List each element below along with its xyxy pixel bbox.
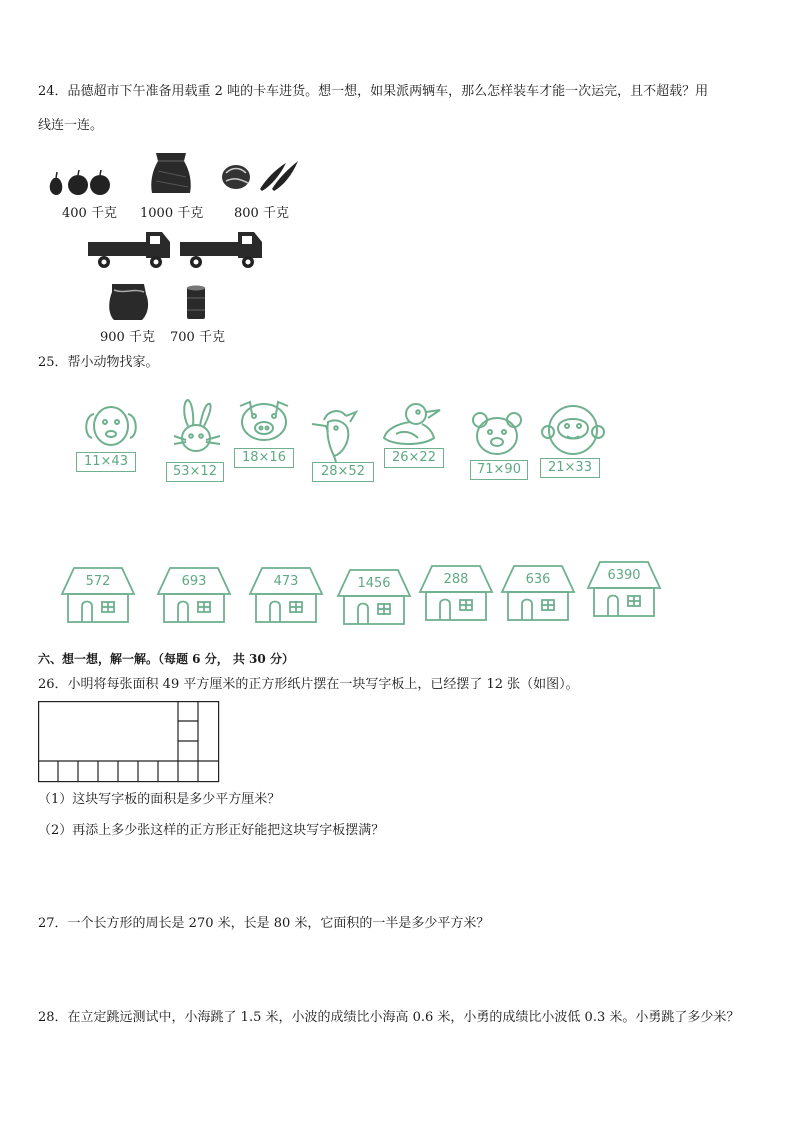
q27-text: 27．一个长方形的周长是 270 米，长是 80 米，它面积的一半是多少平方米？ (38, 916, 490, 931)
q24-text-line2: 线连一连。 (38, 118, 104, 133)
q28-text: 28．在立定跳远测试中，小海跳了 1.5 米，小波的成绩比小海高 0.6 米，小勇的成绩比小波低 0.3 米。小勇跳了多少米？ (38, 1010, 740, 1025)
q24-text-line1: 24．品德超市下午准备用载重 2 吨的卡车进货。想一想，如果派两辆车，那么怎样装车才能一次运完，且不超载？用 (38, 84, 709, 99)
house-number: 473 (273, 574, 299, 589)
monkey-icon (540, 402, 606, 458)
goods-label: 1000 千克 (140, 206, 204, 221)
animal-expr-card: 71×90 (470, 460, 528, 480)
house-number: 6390 (607, 568, 641, 583)
bag-icon (106, 280, 150, 322)
barrel-icon (184, 284, 208, 322)
animal-expr-card: 53×12 (166, 462, 224, 482)
rabbit-icon (166, 396, 228, 460)
q26-text: 26．小明将每张面积 49 平方厘米的正方形纸片摆在一块写字板上，已经摆了 12 张（如图）。 (38, 677, 579, 692)
house-number: 693 (181, 574, 207, 589)
goods-label: 400 千克 (62, 206, 117, 221)
house-number: 1456 (357, 576, 391, 591)
writing-board-diagram (38, 701, 221, 783)
pig-icon (234, 398, 294, 444)
sack-icon (148, 147, 194, 195)
goods-label: 900 千克 (100, 330, 155, 345)
animal-expr-card: 28×52 (312, 462, 374, 482)
q26-sub2: （2）再添上多少张这样的正方形正好能把这块写字板摆满？ (38, 823, 385, 838)
truck-icon (178, 226, 266, 270)
q26-sub1: （1）这块写字板的面积是多少平方厘米？ (38, 792, 281, 807)
animal-expr-card: 21×33 (540, 458, 600, 478)
duck-icon (382, 400, 446, 448)
house-number: 288 (443, 572, 469, 587)
dog-icon (78, 398, 142, 450)
goods-label: 800 千克 (234, 206, 289, 221)
animal-expr-card: 18×16 (234, 448, 294, 468)
fruit-icon (46, 160, 120, 198)
bear-icon (468, 408, 526, 460)
animal-expr-card: 26×22 (384, 448, 444, 468)
truck-icon (86, 226, 174, 270)
house-number: 572 (85, 574, 111, 589)
vegetable-icon (220, 155, 302, 193)
q25-title: 25．帮小动物找家。 (38, 355, 159, 370)
goat-icon (306, 406, 368, 462)
house-number: 636 (525, 572, 551, 587)
animal-expr-card: 11×43 (76, 452, 136, 472)
section-title: 六、想一想，解一解。（每题 6 分， 共 30 分） (38, 652, 294, 666)
goods-label: 700 千克 (170, 330, 225, 345)
